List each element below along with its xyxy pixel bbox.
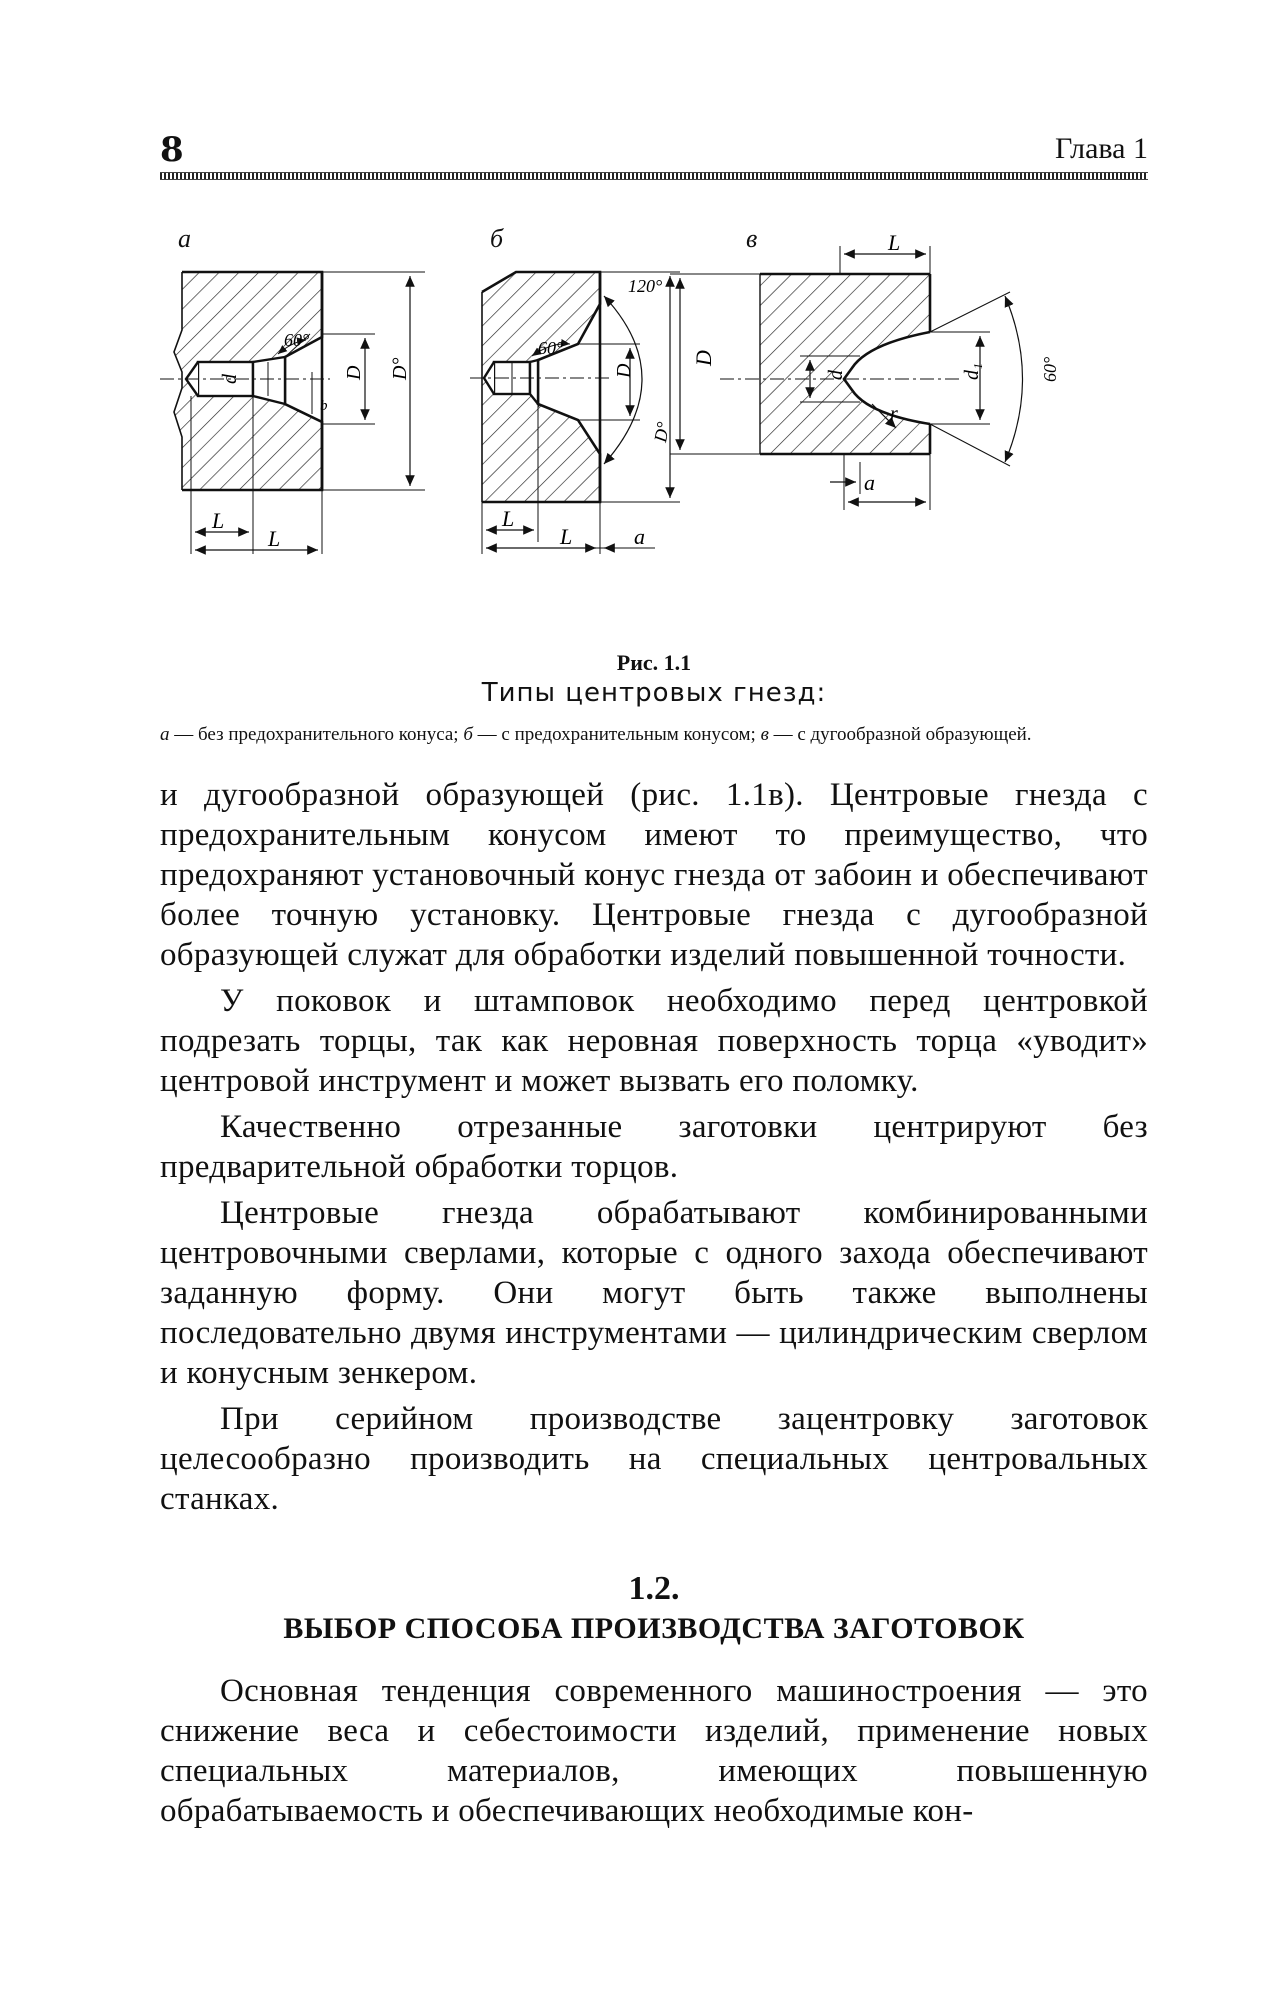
paragraph-2: У поковок и штамповок необходимо перед центровкой подрезать торцы, так как неровная поверхность торца «уводит» центровой инструмент и может вызвать его поломку. xyxy=(160,983,1148,1099)
book-page xyxy=(160,120,1148,1831)
panel-a-drawing xyxy=(160,272,425,554)
chapter-title: Глава 1 xyxy=(1055,132,1148,165)
center-hole-drawings xyxy=(160,232,1148,632)
paragraph-3: Качественно отрезанные заготовки центрируют без предварительной обработки торцов. xyxy=(160,1109,1148,1185)
label-v-d1: d₁ xyxy=(961,363,983,380)
paragraph-4: Центровые гнезда обрабатывают комбинированными центровочными сверлами, которые с одного захода обеспечивают заданную форму. Они могут быть также выполнены последовательно двумя инструментами — цилиндрическим сверлом и конусным зенкером. xyxy=(160,1195,1148,1391)
legend-v-text: — с дугообразной образующей. xyxy=(768,724,1032,745)
label-b-angle60: 60° xyxy=(538,338,564,358)
legend-a-text: — без предохранительного конуса; xyxy=(169,724,464,745)
panel-letter-v: в xyxy=(746,224,758,253)
label-v-angle: 60° xyxy=(1040,356,1060,382)
paragraph-5: При серийном производстве зацентровку заготовок целесообразно производить на специальных центровальных станках. xyxy=(160,1401,1148,1517)
label-a-L2: L xyxy=(268,526,281,551)
section-heading xyxy=(160,1569,1148,1649)
paragraph-1: и дугообразной образующей (рис. 1.1в). Центровые гнезда с предохранительным конусом имеют то преимущество, что предохраняют установочный конус гнезда от забоин и обеспечивают более точную установку. Центровые гнезда с дугообразной образующей служат для обработки изделий повышенной точности. xyxy=(160,777,1148,973)
label-a-b: b xyxy=(320,398,328,414)
label-v-a: a xyxy=(864,470,875,495)
section-body-text xyxy=(160,1671,1148,1831)
label-a-d: d xyxy=(219,374,241,384)
section-number: 1.2. xyxy=(628,1570,680,1607)
panel-b-drawing xyxy=(470,272,680,554)
section-title: ВЫБОР СПОСОБА ПРОИЗВОДСТВА ЗАГОТОВОК xyxy=(283,1612,1025,1645)
label-v-D: D xyxy=(691,350,716,366)
label-b-L2: L xyxy=(560,524,573,549)
label-b-angle120: 120° xyxy=(628,276,663,296)
panel-v-drawing xyxy=(670,232,1060,510)
label-a-D: D xyxy=(343,365,365,380)
legend-v-letter: в xyxy=(760,724,769,745)
label-b-D: D xyxy=(613,363,635,378)
legend-b-text: — с предохранительным конусом; xyxy=(472,724,761,745)
body-text xyxy=(160,775,1148,1519)
label-b-D0: D° xyxy=(650,420,674,444)
label-v-L: L xyxy=(888,232,901,255)
label-a-D0: D° xyxy=(389,357,411,380)
caption-title: Рис. 1.1 xyxy=(616,650,692,675)
section-paragraph-1: Основная тенденция современного машиностроения — это снижение веса и себестоимости изделий, применение новых специальных материалов, имеющих повышенную обрабатываемость и обеспечивающих необходимые кон- xyxy=(160,1673,1148,1829)
figure-1-1 xyxy=(160,224,1148,632)
label-a-angle: 60° xyxy=(284,330,310,350)
label-v-d: d xyxy=(825,370,847,380)
label-a-L1: L xyxy=(212,508,225,533)
page-number: 8 xyxy=(160,130,184,170)
caption-legend xyxy=(160,722,1148,747)
panel-letter-b: б xyxy=(490,224,504,253)
label-b-L1: L xyxy=(502,506,515,531)
label-b-a: a xyxy=(634,524,645,549)
header-rule xyxy=(160,172,1148,180)
caption-subtitle: Типы центровых гнезд: xyxy=(481,678,827,708)
label-v-r: r xyxy=(890,403,898,425)
running-header xyxy=(160,120,1148,170)
panel-letter-a: а xyxy=(178,224,191,253)
legend-b-letter: б xyxy=(463,724,473,745)
legend-a-letter: а xyxy=(160,724,170,745)
figure-caption xyxy=(160,650,1148,708)
